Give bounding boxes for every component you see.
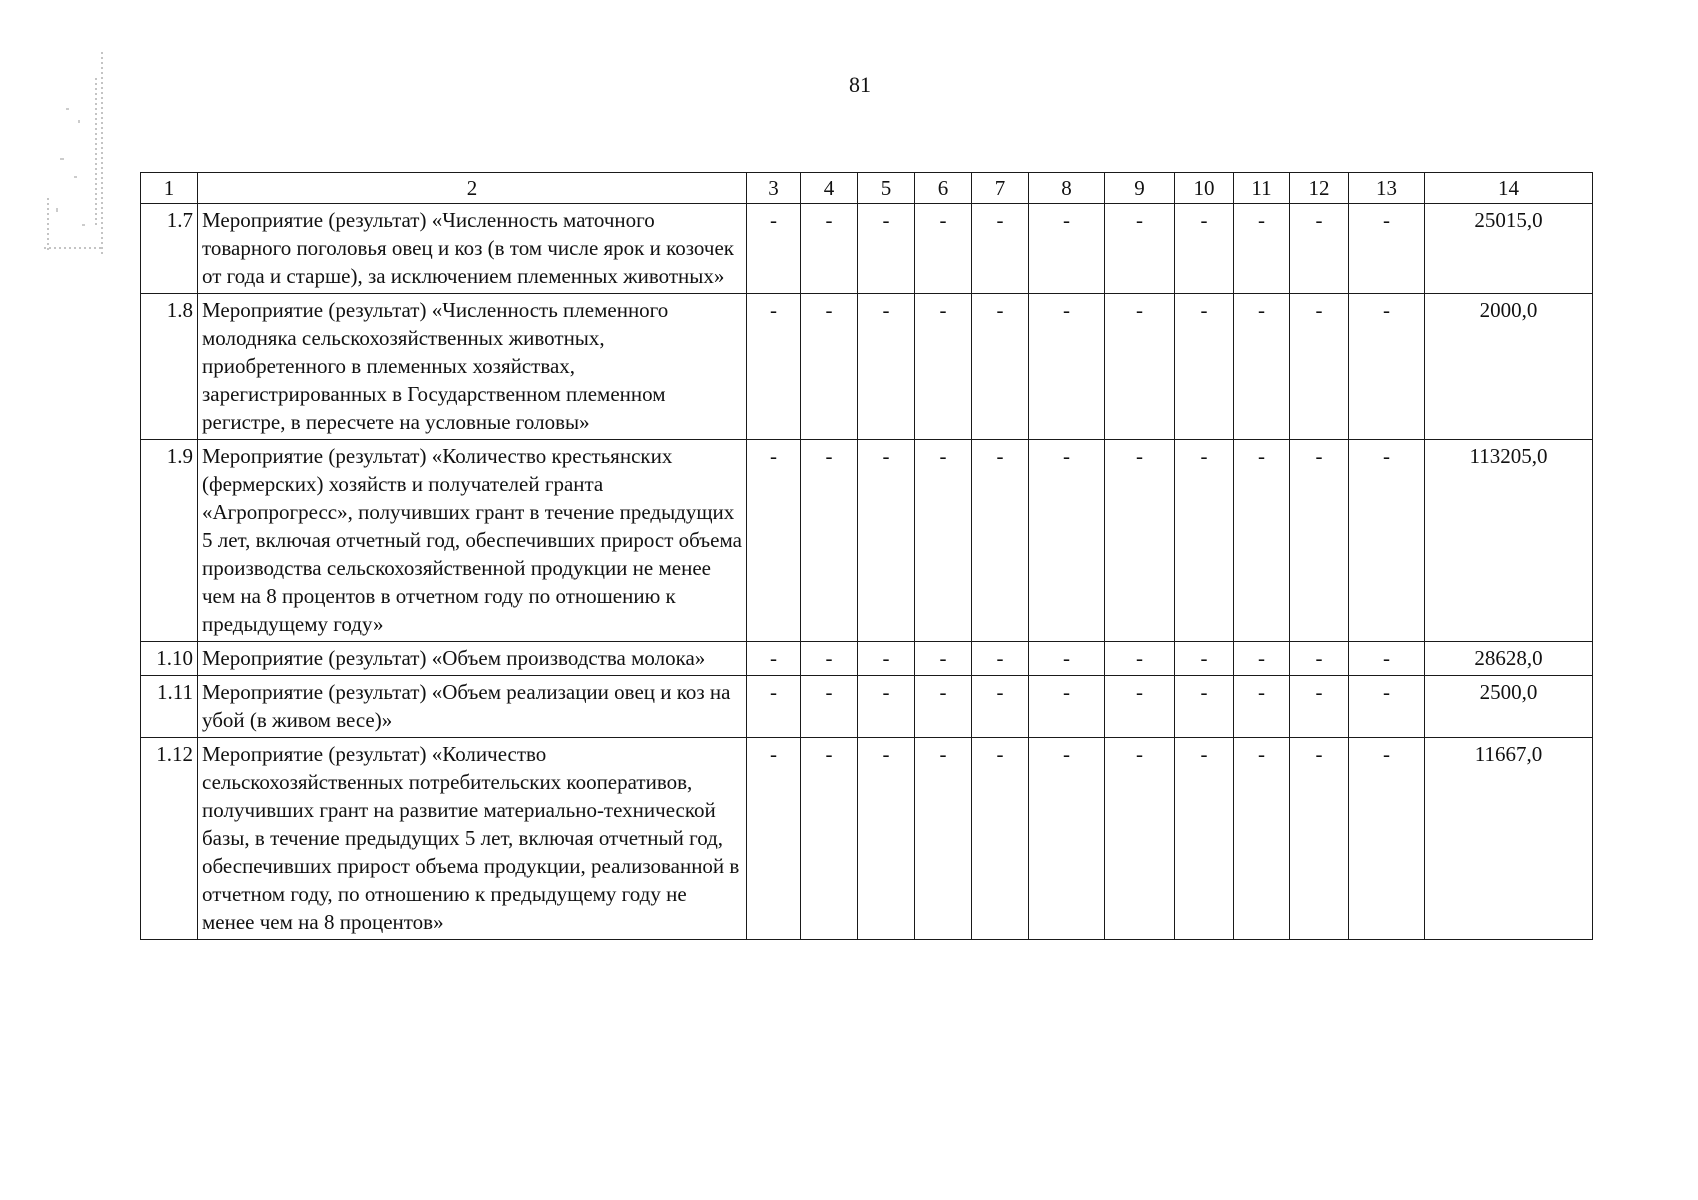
empty-value-cell: - (1029, 738, 1105, 940)
empty-value-cell: - (972, 294, 1029, 440)
empty-value-cell: - (972, 738, 1029, 940)
column-header: 5 (858, 173, 915, 204)
empty-value-cell: - (1175, 440, 1234, 642)
empty-value-cell: - (1029, 294, 1105, 440)
empty-value-cell: - (1290, 676, 1349, 738)
empty-value-cell: - (1234, 642, 1290, 676)
column-header: 12 (1290, 173, 1349, 204)
empty-value-cell: - (747, 294, 801, 440)
empty-value-cell: - (1290, 642, 1349, 676)
empty-value-cell: - (915, 738, 972, 940)
empty-value-cell: - (1290, 738, 1349, 940)
column-header: 6 (915, 173, 972, 204)
amount-cell: 113205,0 (1425, 440, 1593, 642)
empty-value-cell: - (747, 738, 801, 940)
empty-value-cell: - (1175, 204, 1234, 294)
column-header: 2 (198, 173, 747, 204)
column-header: 4 (801, 173, 858, 204)
empty-value-cell: - (858, 642, 915, 676)
row-number: 1.9 (141, 440, 198, 642)
column-header: 14 (1425, 173, 1593, 204)
empty-value-cell: - (1029, 642, 1105, 676)
row-description: Мероприятие (результат) «Объем реализации овец и коз на убой (в живом весе)» (198, 676, 747, 738)
empty-value-cell: - (1349, 676, 1425, 738)
empty-value-cell: - (1234, 440, 1290, 642)
empty-value-cell: - (1105, 676, 1175, 738)
empty-value-cell: - (1029, 676, 1105, 738)
empty-value-cell: - (1105, 204, 1175, 294)
empty-value-cell: - (1175, 642, 1234, 676)
empty-value-cell: - (858, 204, 915, 294)
empty-value-cell: - (1175, 676, 1234, 738)
row-description: Мероприятие (результат) «Количество крестьянских (фермерских) хозяйств и получателей гранта «Агропрогресс», получивших грант в течение предыдущих 5 лет, включая отчетный год, обеспечивших прирост объема производства сельскохозяйственной продукции не менее чем на 8 процентов в отчетном году по отношению к предыдущему году» (198, 440, 747, 642)
empty-value-cell: - (1105, 294, 1175, 440)
amount-cell: 25015,0 (1425, 204, 1593, 294)
budget-table (140, 172, 1593, 940)
empty-value-cell: - (747, 676, 801, 738)
empty-value-cell: - (1029, 440, 1105, 642)
row-number: 1.8 (141, 294, 198, 440)
empty-value-cell: - (972, 676, 1029, 738)
empty-value-cell: - (747, 204, 801, 294)
empty-value-cell: - (858, 676, 915, 738)
empty-value-cell: - (858, 294, 915, 440)
row-number: 1.12 (141, 738, 198, 940)
empty-value-cell: - (915, 294, 972, 440)
empty-value-cell: - (1105, 738, 1175, 940)
empty-value-cell: - (972, 642, 1029, 676)
table-row (141, 738, 1593, 940)
empty-value-cell: - (1290, 440, 1349, 642)
empty-value-cell: - (915, 440, 972, 642)
table-header-row (141, 173, 1593, 204)
row-description: Мероприятие (результат) «Количество сельскохозяйственных потребительских кооперативов, получивших грант на развитие материально-технической базы, в течение предыдущих 5 лет, включая отчетный год, обеспечивших прирост объема продукции, реализованной в отчетном году, по отношению к предыдущему году не менее чем на 8 процентов» (198, 738, 747, 940)
binding-stamp-mark (38, 48, 108, 256)
empty-value-cell: - (1349, 294, 1425, 440)
empty-value-cell: - (1175, 294, 1234, 440)
empty-value-cell: - (915, 676, 972, 738)
empty-value-cell: - (972, 204, 1029, 294)
empty-value-cell: - (1105, 642, 1175, 676)
empty-value-cell: - (1349, 440, 1425, 642)
table-row (141, 294, 1593, 440)
budget-table-container (140, 172, 1592, 940)
empty-value-cell: - (858, 440, 915, 642)
column-header: 13 (1349, 173, 1425, 204)
column-header: 3 (747, 173, 801, 204)
table-row (141, 440, 1593, 642)
amount-cell: 2500,0 (1425, 676, 1593, 738)
row-description: Мероприятие (результат) «Численность маточного товарного поголовья овец и коз (в том числе ярок и козочек от года и старше), за исключением племенных животных» (198, 204, 747, 294)
page-number: 81 (849, 72, 871, 97)
empty-value-cell: - (1290, 204, 1349, 294)
table-row (141, 642, 1593, 676)
empty-value-cell: - (747, 440, 801, 642)
amount-cell: 2000,0 (1425, 294, 1593, 440)
table-row (141, 204, 1593, 294)
empty-value-cell: - (915, 642, 972, 676)
column-header: 11 (1234, 173, 1290, 204)
column-header: 9 (1105, 173, 1175, 204)
empty-value-cell: - (1349, 642, 1425, 676)
empty-value-cell: - (801, 294, 858, 440)
empty-value-cell: - (801, 440, 858, 642)
row-number: 1.7 (141, 204, 198, 294)
column-header: 10 (1175, 173, 1234, 204)
column-header: 8 (1029, 173, 1105, 204)
empty-value-cell: - (1290, 294, 1349, 440)
row-description: Мероприятие (результат) «Объем производства молока» (198, 642, 747, 676)
table-body (141, 173, 1593, 940)
amount-cell: 28628,0 (1425, 642, 1593, 676)
empty-value-cell: - (1349, 204, 1425, 294)
row-number: 1.10 (141, 642, 198, 676)
empty-value-cell: - (1105, 440, 1175, 642)
empty-value-cell: - (801, 642, 858, 676)
empty-value-cell: - (1029, 204, 1105, 294)
empty-value-cell: - (801, 738, 858, 940)
empty-value-cell: - (1234, 738, 1290, 940)
empty-value-cell: - (972, 440, 1029, 642)
empty-value-cell: - (1234, 676, 1290, 738)
column-header: 7 (972, 173, 1029, 204)
empty-value-cell: - (1234, 204, 1290, 294)
empty-value-cell: - (858, 738, 915, 940)
amount-cell: 11667,0 (1425, 738, 1593, 940)
empty-value-cell: - (915, 204, 972, 294)
column-header: 1 (141, 173, 198, 204)
empty-value-cell: - (1349, 738, 1425, 940)
empty-value-cell: - (1234, 294, 1290, 440)
empty-value-cell: - (747, 642, 801, 676)
table-row (141, 676, 1593, 738)
empty-value-cell: - (801, 676, 858, 738)
row-description: Мероприятие (результат) «Численность племенного молодняка сельскохозяйственных животных, приобретенного в племенных хозяйствах, зарегистрированных в Государственном племенном регистре, в пересчете на условные головы» (198, 294, 747, 440)
empty-value-cell: - (1175, 738, 1234, 940)
row-number: 1.11 (141, 676, 198, 738)
empty-value-cell: - (801, 204, 858, 294)
